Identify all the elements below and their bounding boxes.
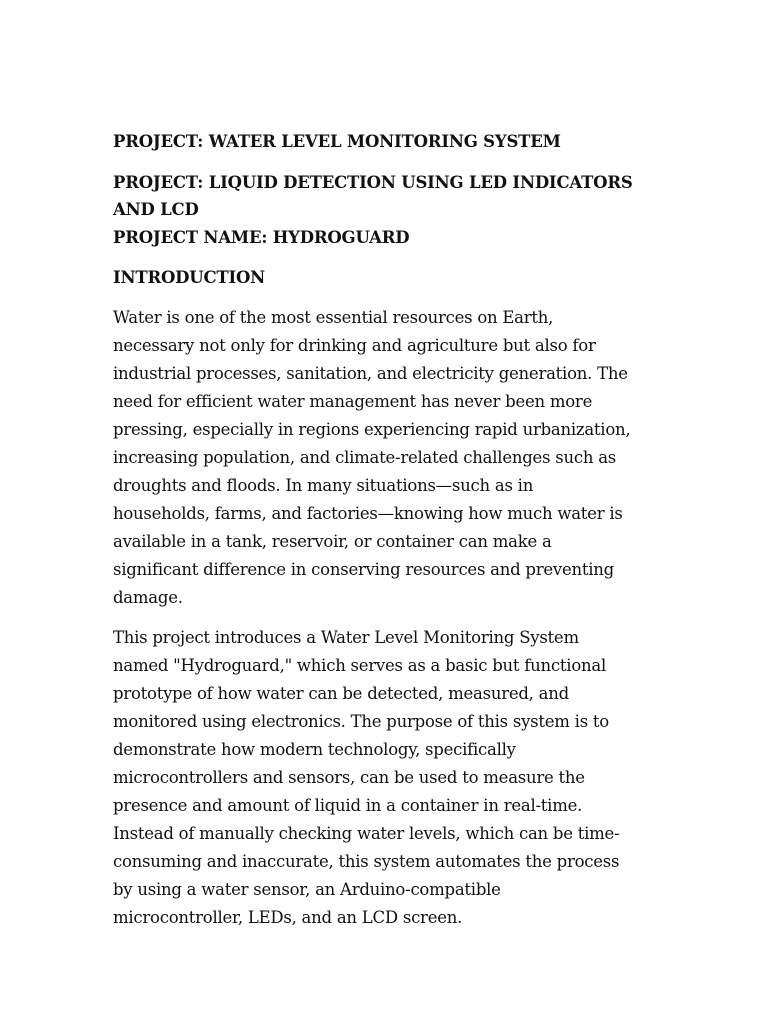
paragraph-line: pressing, especially in regions experiencing rapid urbanization, <box>113 419 631 439</box>
paragraph-line: significant difference in conserving resources and preventing <box>113 559 614 579</box>
heading-project-name: PROJECT NAME: HYDROGUARD <box>113 227 410 247</box>
paragraph-line: demonstrate how modern technology, specifically <box>113 739 516 759</box>
paragraph-1 <box>113 304 661 612</box>
paragraph-2 <box>113 624 661 932</box>
paragraph-line: Instead of manually checking water levels, which can be time- <box>113 823 620 843</box>
paragraph-line: available in a tank, reservoir, or container can make a <box>113 531 552 551</box>
paragraph-line: microcontrollers and sensors, can be used to measure the <box>113 767 585 787</box>
paragraph-line: presence and amount of liquid in a container in real-time. <box>113 795 583 815</box>
paragraph-line: microcontroller, LEDs, and an LCD screen. <box>113 907 463 927</box>
paragraph-line: This project introduces a Water Level Monitoring System <box>113 627 579 647</box>
paragraph-line: households, farms, and factories—knowing how much water is <box>113 503 623 523</box>
paragraph-line: Water is one of the most essential resources on Earth, <box>113 307 554 327</box>
heading-project: PROJECT: WATER LEVEL MONITORING SYSTEM <box>113 132 561 151</box>
paragraph-line: necessary not only for drinking and agriculture but also for <box>113 335 596 355</box>
paragraph-line: prototype of how water can be detected, measured, and <box>113 683 569 703</box>
paragraph-line: droughts and floods. In many situations—such as in <box>113 475 534 495</box>
paragraph-line: industrial processes, sanitation, and electricity generation. The <box>113 363 628 383</box>
paragraph-line: increasing population, and climate-related challenges such as <box>113 447 617 467</box>
paragraph-line: consuming and inaccurate, this system automates the process <box>113 851 620 871</box>
paragraph-line: damage. <box>113 587 183 607</box>
paragraph-line: need for efficient water management has never been more <box>113 391 593 411</box>
heading-introduction: INTRODUCTION <box>113 268 266 287</box>
heading-project-line-2: AND LCD <box>113 200 199 219</box>
paragraph-line: monitored using electronics. The purpose of this system is to <box>113 711 609 731</box>
paragraph-line: by using a water sensor, an Arduino-compatible <box>113 879 501 899</box>
heading-project-line-1: PROJECT: LIQUID DETECTION USING LED INDICATORS <box>113 172 633 192</box>
paragraph-line: named "Hydroguard," which serves as a basic but functional <box>113 655 606 675</box>
document-page <box>113 128 661 932</box>
